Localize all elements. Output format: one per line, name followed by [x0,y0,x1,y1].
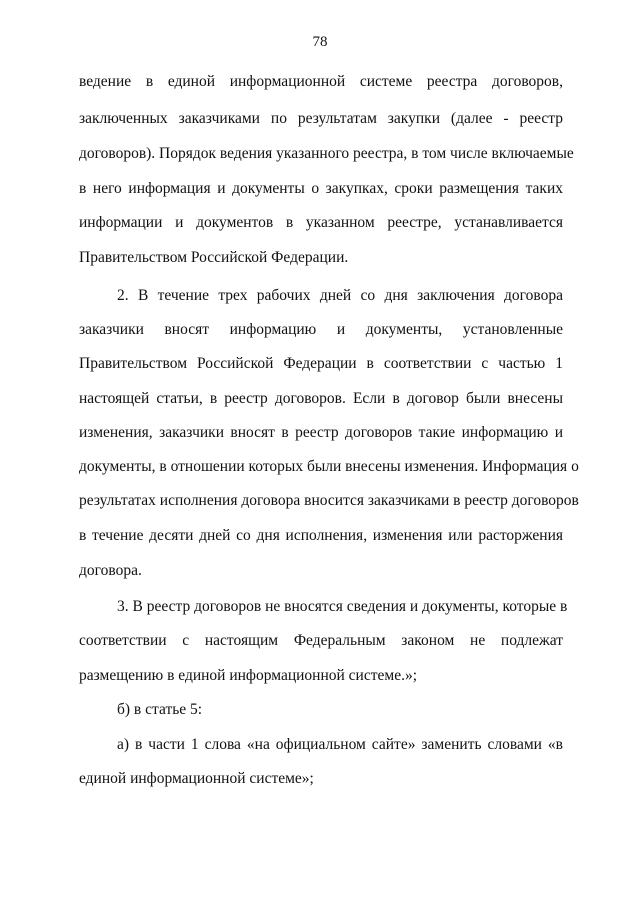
text-line: единой информационной системе»; [79,770,314,787]
text-line: документы, в отношении которых были внесены изменения. Информация о [79,458,579,475]
text-line: Правительством Российской Федерации в соответствии с частью 1 [79,355,563,372]
text-line: изменения, заказчики вносят в реестр договоров такие информацию и [79,424,563,441]
text-line: настоящей статьи, в реестр договоров. Если в договор были внесены [79,390,563,407]
text-line: 2. В течение трех рабочих дней со дня заключения договора [117,287,563,304]
text-line: а) в части 1 слова «на официальном сайте» заменить словами «в [117,736,563,753]
text-line: заказчики вносят информацию и документы, установленные [79,321,563,338]
text-line: договоров). Порядок ведения указанного реестра, в том числе включаемые [79,145,574,162]
text-line: соответствии с настоящим Федеральным законом не подлежат [79,632,563,649]
text-line: результатах исполнения договора вносится заказчиками в реестр договоров [79,492,579,509]
text-line: в течение десяти дней со дня исполнения, изменения или расторжения [79,527,563,544]
text-line: размещению в единой информационной системе.»; [79,667,418,684]
text-line: в него информация и документы о закупках, сроки размещения таких [79,180,563,197]
text-line: заключенных заказчиками по результатам закупки (далее - реестр [79,110,563,127]
text-line: б) в статье 5: [117,701,203,718]
text-line: 3. В реестр договоров не вносятся сведения и документы, которые в [117,598,568,615]
text-line: договора. [79,562,142,579]
text-line: информации и документов в указанном реестре, устанавливается [79,214,563,231]
text-line: Правительством Российской Федерации. [79,249,349,266]
text-line: ведение в единой информационной системе реестра договоров, [79,73,563,90]
page-number: 78 [312,34,328,50]
